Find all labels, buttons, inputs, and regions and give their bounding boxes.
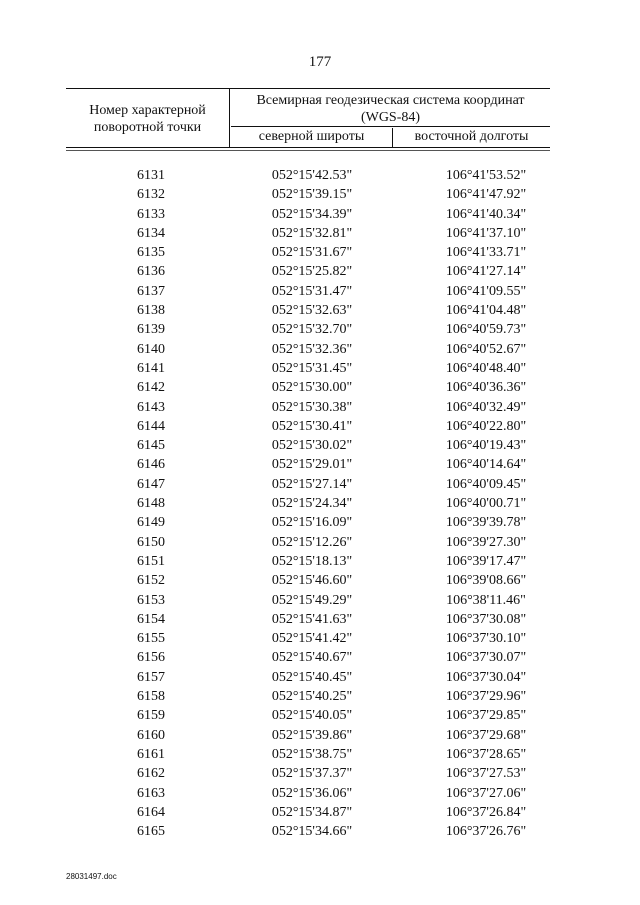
table-row (0, 533, 640, 552)
longitude-cell: 106°39'17.47" (445, 553, 527, 569)
longitude-cell: 106°37'29.85" (445, 708, 527, 724)
point-number-cell: 6135 (137, 245, 165, 261)
longitude-cell: 106°40'22.80" (445, 418, 527, 434)
point-number-cell: 6145 (137, 438, 165, 454)
longitude-cell: 106°39'27.30" (445, 534, 527, 550)
longitude-cell: 106°40'09.45" (445, 476, 527, 492)
table-row (0, 378, 640, 397)
longitude-cell: 106°39'39.78" (445, 515, 527, 531)
point-number-column-header (66, 89, 230, 147)
longitude-cell: 106°39'08.66" (445, 573, 527, 589)
table-row (0, 706, 640, 725)
point-number-cell: 6140 (137, 341, 165, 357)
header-divider (66, 150, 550, 151)
point-number-cell: 6164 (137, 804, 165, 820)
latitude-cell: 052°15'24.34" (271, 496, 353, 512)
longitude-cell: 106°40'59.73" (445, 322, 527, 338)
latitude-column-header: северной широты (231, 128, 393, 147)
latitude-cell: 052°15'31.67" (271, 245, 353, 261)
latitude-cell: 052°15'34.87" (271, 804, 353, 820)
point-number-cell: 6133 (137, 206, 165, 222)
longitude-cell: 106°40'48.40" (445, 360, 527, 376)
latitude-cell: 052°15'27.14" (271, 476, 353, 492)
point-col-line1: Номер характерной (89, 103, 206, 118)
table-row (0, 475, 640, 494)
table-row (0, 513, 640, 532)
longitude-cell: 106°37'29.96" (445, 689, 527, 705)
latitude-cell: 052°15'30.00" (271, 380, 353, 396)
latitude-cell: 052°15'41.42" (271, 631, 353, 647)
page-number: 177 (308, 54, 332, 70)
table-row (0, 687, 640, 706)
longitude-cell: 106°37'30.08" (445, 611, 527, 627)
longitude-column-header: восточной долготы (414, 129, 529, 144)
longitude-cell: 106°41'33.71" (445, 245, 527, 261)
longitude-cell: 106°41'04.48" (445, 303, 527, 319)
document-filename: 28031497.doc (66, 872, 117, 881)
latitude-cell: 052°15'32.63" (271, 303, 353, 319)
latitude-cell: 052°15'32.81" (271, 225, 353, 241)
coordinate-system-header (231, 89, 550, 127)
longitude-cell: 106°37'27.06" (445, 785, 527, 801)
table-row (0, 610, 640, 629)
table-row (0, 552, 640, 571)
table-row (0, 455, 640, 474)
longitude-cell: 106°41'40.34" (445, 206, 527, 222)
latitude-cell: 052°15'12.26" (271, 534, 353, 550)
latitude-cell: 052°15'39.86" (271, 727, 353, 743)
table-row (0, 282, 640, 301)
table-row (0, 803, 640, 822)
point-number-cell: 6154 (137, 611, 165, 627)
latitude-cell: 052°15'40.05" (271, 708, 353, 724)
point-number-cell: 6158 (137, 689, 165, 705)
point-number-cell: 6148 (137, 496, 165, 512)
table-row (0, 494, 640, 513)
system-line2: (WGS-84) (360, 110, 421, 125)
point-number-cell: 6136 (137, 264, 165, 280)
point-number-cell: 6132 (137, 187, 165, 203)
longitude-cell: 106°37'29.68" (445, 727, 527, 743)
point-number-cell: 6149 (137, 515, 165, 531)
longitude-cell: 106°37'26.76" (445, 824, 527, 840)
latitude-cell: 052°15'40.25" (271, 689, 353, 705)
longitude-cell: 106°37'30.10" (445, 631, 527, 647)
table-row (0, 726, 640, 745)
latitude-cell: 052°15'40.45" (271, 669, 353, 685)
table-row (0, 224, 640, 243)
point-number-cell: 6142 (137, 380, 165, 396)
latitude-cell: 052°15'25.82" (271, 264, 353, 280)
table-row (0, 301, 640, 320)
latitude-cell: 052°15'32.70" (271, 322, 353, 338)
longitude-cell: 106°37'28.65" (445, 746, 527, 762)
latitude-cell: 052°15'37.37" (271, 766, 353, 782)
latitude-cell: 052°15'46.60" (271, 573, 353, 589)
latitude-cell: 052°15'42.53" (271, 168, 353, 183)
longitude-cell: 106°38'11.46" (446, 592, 526, 608)
point-number-cell: 6160 (137, 727, 165, 743)
longitude-cell: 106°40'36.36" (445, 380, 527, 396)
latitude-cell: 052°15'34.39" (271, 206, 353, 222)
longitude-cell: 106°41'53.52" (445, 168, 527, 183)
point-number-cell: 6141 (137, 360, 165, 376)
table-row (0, 745, 640, 764)
table-row (0, 166, 640, 185)
table-row (0, 205, 640, 224)
table-row (0, 320, 640, 339)
latitude-cell: 052°15'39.15" (271, 187, 353, 203)
latitude-cell: 052°15'40.67" (271, 650, 353, 666)
table-row (0, 185, 640, 204)
latitude-cell: 052°15'36.06" (271, 785, 353, 801)
system-line1: Всемирная геодезическая система координат (256, 93, 525, 108)
point-number-cell: 6138 (137, 303, 165, 319)
table-row (0, 648, 640, 667)
point-number-cell: 6144 (137, 418, 165, 434)
longitude-cell: 106°37'27.53" (445, 766, 527, 782)
point-number-cell: 6134 (137, 225, 165, 241)
point-number-cell: 6161 (137, 746, 165, 762)
longitude-cell: 106°40'52.67" (445, 341, 527, 357)
point-number-cell: 6165 (137, 824, 165, 840)
table-row (0, 398, 640, 417)
point-number-cell: 6152 (137, 573, 165, 589)
longitude-cell: 106°40'00.71" (445, 496, 527, 512)
latitude-cell: 052°15'16.09" (271, 515, 353, 531)
point-number-cell: 6151 (137, 553, 165, 569)
latitude-cell: 052°15'18.13" (271, 553, 353, 569)
longitude-cell: 106°41'47.92" (445, 187, 527, 203)
longitude-cell: 106°37'30.04" (445, 669, 527, 685)
longitude-cell: 106°41'09.55" (445, 283, 527, 299)
point-number-cell: 6131 (137, 168, 165, 183)
point-number-cell: 6163 (137, 785, 165, 801)
point-number-cell: 6156 (137, 650, 165, 666)
point-number-cell: 6143 (137, 399, 165, 415)
coordinates-table-body (0, 166, 640, 841)
table-row (0, 591, 640, 610)
point-number-cell: 6147 (137, 476, 165, 492)
table-row (0, 436, 640, 455)
table-row (0, 764, 640, 783)
point-number-cell: 6153 (137, 592, 165, 608)
latitude-cell: 052°15'30.41" (271, 418, 353, 434)
point-number-cell: 6155 (137, 631, 165, 647)
table-row (0, 571, 640, 590)
point-col-line2: поворотной точки (93, 120, 202, 135)
latitude-cell: 052°15'49.29" (271, 592, 353, 608)
table-row (0, 243, 640, 262)
longitude-cell: 106°41'37.10" (445, 225, 527, 241)
table-row (0, 262, 640, 281)
table-row (0, 784, 640, 803)
table-row (0, 629, 640, 648)
latitude-cell: 052°15'38.75" (271, 746, 353, 762)
latitude-cell: 052°15'29.01" (271, 457, 353, 473)
table-row (0, 417, 640, 436)
latitude-cell: 052°15'32.36" (271, 341, 353, 357)
point-number-cell: 6157 (137, 669, 165, 685)
point-number-cell: 6159 (137, 708, 165, 724)
longitude-cell: 106°40'19.43" (445, 438, 527, 454)
latitude-cell: 052°15'34.66" (271, 824, 353, 840)
latitude-cell: 052°15'31.47" (271, 283, 353, 299)
table-header (66, 88, 550, 148)
longitude-cell: 106°40'14.64" (445, 457, 527, 473)
point-number-cell: 6139 (137, 322, 165, 338)
latitude-cell: 052°15'30.02" (271, 438, 353, 454)
table-row (0, 340, 640, 359)
point-number-cell: 6137 (137, 283, 165, 299)
longitude-cell: 106°37'30.07" (445, 650, 527, 666)
longitude-cell: 106°40'32.49" (445, 399, 527, 415)
point-number-cell: 6162 (137, 766, 165, 782)
table-row (0, 359, 640, 378)
longitude-cell: 106°37'26.84" (445, 804, 527, 820)
latitude-cell: 052°15'30.38" (271, 399, 353, 415)
latitude-cell: 052°15'41.63" (271, 611, 353, 627)
table-row (0, 668, 640, 687)
table-row (0, 822, 640, 841)
point-number-cell: 6146 (137, 457, 165, 473)
longitude-cell: 106°41'27.14" (445, 264, 527, 280)
latitude-cell: 052°15'31.45" (271, 360, 353, 376)
point-number-cell: 6150 (137, 534, 165, 550)
